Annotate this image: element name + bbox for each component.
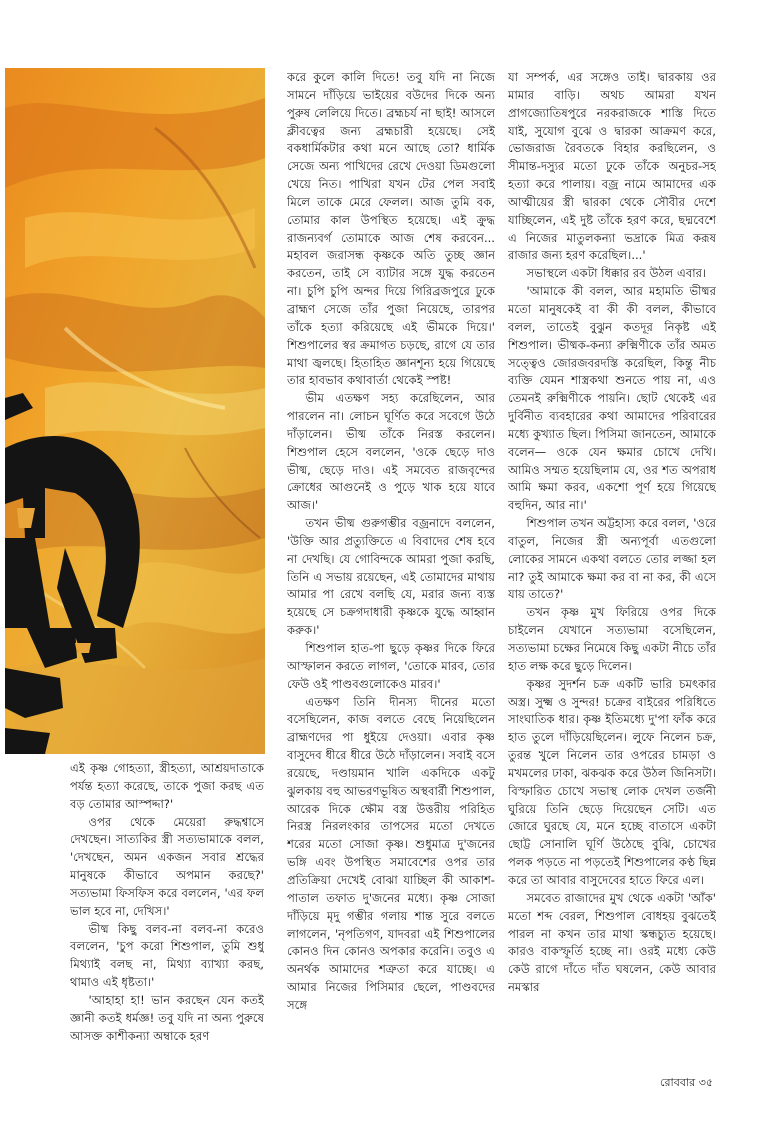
paragraph: ওপর থেকে মেয়েরা রুদ্ধশ্বাসে দেখছেন। সাত্যকির স্ত্রী সত্যভামাকে বলল, 'দেখছেন, অমন একজন সবার শ্রদ্ধের মানুষকে কীভাবে অপমান করছে?' সত্যভামা ফিসফিস করে বললেন, 'এর ফল ভাল হবে না, দেখিস।' [70, 814, 264, 918]
text-column-1 [70, 760, 264, 1060]
paragraph: এতক্ষণ তিনি দীনস্য দীনের মতো বসেছিলেন, কাজ বলতে বেছে নিয়েছিলেন ব্রাহ্মণদের পা ধুইয়ে দেওয়া। এবার কৃষ্ণ বাসুদেব ধীরে ধীরে উঠে দাঁড়ালেন। সবাই বসে রয়েছে, দণ্ডায়মান খালি একদিকে একটু ঝুলকায় বহু আভরণভূষিত অস্থবার্রী শিশুপাল, আরেক দিকে ক্ষৌম বস্ত্র উত্তরীয় পরিহিত নিরস্ত্র নিরলংকার তাপসের মতো দেখতে শরের মতো সোজা কৃষ্ণ। শুধুমাত্র দু'জনের ভঙ্গি এবং উপস্থিত সমাবেশের ওপর তার প্রতিক্রিয়া দেখেই বোঝা যাচ্ছিল কী আকাশ-পাতাল তফাত দু'জনের মধ্যে। কৃষ্ণ সোজা দাঁড়িয়ে মৃদু গম্ভীর গলায় শান্ত সুরে বলতে লাগলেন, 'নৃপতিগণ, যাদবরা এই শিশুপালের কোনও দিন কোনও অপকার করেনি। তবুও এ অনর্থক আমাদের শত্রুতা করে যাচ্ছে। এ আমার নিজের পিসিমার ছেলে, পাণ্ডবদের সঙ্গে [287, 694, 495, 1012]
paragraph: এই কৃষ্ণ গোহত্যা, স্ত্রীহত্যা, আশ্রয়দাতাকে পর্যন্ত হত্যা করেছে, তাকে পুজা করছ এত বড় তোমার আস্পদ্দা?' [70, 761, 264, 811]
paragraph: তখন ভীষ্ম গুরুগম্ভীর বজ্রনাদে বললেন, 'উক্তি আর প্রত্যুক্তিতে এ বিবাদের শেষ হবে না দেখছি। যে গোবিন্দকে আমরা পুজা করছি, তিনি এ সভায় রয়েছেন, এই তোমাদের মাথায় আমার পা রেখে বলছি যে, মরার জন্য ব্যস্ত হয়েছে সে চক্রগদাধারী কৃষ্ণকে যুদ্ধে আহ্বান করুক।' [287, 516, 495, 638]
paragraph: শিশুপাল তখন অট্টহাস্য করে বলল, 'ওরে বাতুল, নিজের স্ত্রী অন্যপূর্বা এতগুলো লোকের সামনে একথা বলতে তোর লজ্জা হল না? তুই আমাকে ক্ষমা কর বা না কর, কী এসে যায় তাতে?' [508, 516, 716, 602]
paragraph: 'আমাকে কী বলল, আর মহামতি ভীষ্মর মতো মানুষকেই বা কী কী বলল, কীভাবে বলল, তাতেই বুঝুন কতদূর নিকৃষ্ট এই শিশুপাল। ভীষ্মক-কন্যা রুক্মিণীকে তাঁর অমত সত্ত্বেও জোরজবরদস্তি করেছিল, কিন্তু নীচ ব্যক্তি যেমন শাস্ত্রকথা শুনতে পায় না, এও তেমনই রুক্মিণীকে পায়নি। ছোট থেকেই এর দুর্বিনীত ব্যবহারের কথা আমাদের পরিবারের মধ্যে কুখ্যাত ছিল। পিসিমা জানতেন, আমাকে বলেন— ওকে যেন ক্ষমার চোখে দেখি। আমিও সম্মত হয়েছিলাম যে, ওর শত অপরাধ আমি ক্ষমা করব, একশো পূর্ণ হয়ে গিয়েছে বহুদিন, আর না।' [508, 284, 716, 513]
paragraph: 'আহাহা হা! ভান করছেন যেন কতই জ্ঞানী কতই ধর্মজ্ঞ! তবু যদি না অন্য পুরুষে আসক্ত কাশীকন্যা অম্বাকে হরণ [70, 992, 264, 1043]
paragraph: সভাস্থলে একটা ধিক্কার রব উঠল এবার। [526, 266, 707, 281]
paragraph: করে কুলে কালি দিতে! তবু যদি না নিজে সামনে দাঁড়িয়ে ভাইয়ের বউদের দিকে অন্য পুরুষ লেলিয়ে দিতে। ব্রহ্মচর্য না ছাই! আসলে ক্লীবত্বের জন্য ব্রহ্মচারী হয়েছে। সেই বকধার্মিকটার কথা মনে আছে তো? ধার্মিক সেজে অন্য পাখিদের রেখে দেওয়া ডিমগুলো খেয়ে নিত। পাখিরা যখন টের পেল সবাই মিলে তাকে মেরে ফেলল। আজ তুমি বক, তোমার কাল উপস্থিত হয়েছে। এই ক্রুদ্ধ রাজন্যবর্গ তোমাকে আজ শেষ করবেন... মহাবল জরাসন্ধ কৃষ্ণকে অতি তুচ্ছ জ্ঞান করতেন, তাই সে ব্যাটার সঙ্গে যুদ্ধ করতেন না। চুপি চুপি অন্দর দিয়ে গিরিব্রজপুরে ঢুকে ব্রাহ্মণ সেজে তাঁর পুজা নিয়েছে, তারপর তাঁকে হত্যা করিয়েছে এই ভীমকে দিয়ে।' শিশুপালের স্বর ক্রমাগত চড়ছে, রাগে যে তার মাথা জ্বলছে। হিতাহিত জ্ঞানশূন্য হয়ে গিয়েছে তার হাবভাব কথাবার্তা থেকেই স্পষ্ট! [287, 70, 495, 388]
paragraph: যা সম্পর্ক, এর সঙ্গেও তাই। দ্বারকায় ওর মামার বাড়ি। অথচ আমরা যখন প্রাগজ্যোতিষপুরে নরকরাজকে শাস্তি দিতে যাই, সুযোগ বুঝে ও দ্বারকা আক্রমণ করে, ভোজরাজ রৈবতকে বিহার করছিলেন, ও সীমান্ত-দস্যুর মতো ঢুকে তাঁকে অনুচর-সহ হত্যা করে পালায়। বজ্র নামে আমাদের এক আত্মীয়ের স্ত্রী দ্বারকা থেকে সৌবীর দেশে যাচ্ছিলেন, এই দুষ্ট তাঁকে হরণ করে, ছদ্মবেশে এ নিজের মাতুলকন্যা ভদ্রাকে মিত্র করূষ রাজার জন্য হরণ করেছিল।...' [508, 70, 716, 263]
paragraph: ভীষ্ম কিছু বলব-না বলব-না করেও বললেন, 'চুপ করো শিশুপাল, তুমি শুধু মিথ্যাই বলছ না, মিথ্যা ব্যাখ্যা করছ, থামাও এই ধৃষ্টতা।' [70, 921, 264, 990]
text-column-2 [287, 69, 495, 1054]
text-column-3 [508, 69, 716, 1054]
paragraph: ভীম এতক্ষণ সহ্য করেছিলেন, আর পারলেন না। লোচন ঘূর্ণিত করে সবেগে উঠে দাঁড়ালেন। ভীষ্ম তাঁকে নিরস্ত করলেন। শিশুপাল হেসে বললেন, 'ওকে ছেড়ে দাও ভীষ্ম, ছেড়ে দাও। এই সমবেত রাজবৃন্দের ক্রোধের আগুনেই ও পুড়ে খাক হয়ে যাবে আজ।' [287, 391, 495, 513]
paragraph: কৃষ্ণর সুদর্শন চক্র একটি ভারি চমৎকার অস্ত্র। সুক্ষ্ম ও সুন্দর! চক্রের বাইরের পরিধিতে সাংঘাতিক ধার। কৃষ্ণ ইতিমধ্যে দু'পা ফাঁক করে হাত তুলে দাঁড়িয়েছিলেন। লুফে নিলেন চক্র, তুরন্ত খুলে নিলেন তার ওপরের চামড়া ও মখমলের ঢাকা, ঝকঝক করে উঠল জিনিসটা। বিস্ফারিত চোখে সভাস্থ লোক দেখল তর্জনী ঘুরিয়ে তিনি ছেড়ে দিয়েছেন সেটি। এত জোরে ঘুরছে যে, মনে হচ্ছে বাতাসে একটা ছোট্ট সোনালি ঘূর্ণি উঠেছে বুঝি, চোখের পলক পড়তে না পড়তেই শিশুপালের কণ্ঠ ছিন্ন করে তা আবার বাসুদেবের হাতে ফিরে এল। [508, 676, 716, 887]
paragraph: শিশুপাল হাত-পা ছুড়ে কৃষ্ণর দিকে ফিরে আস্ফালন করতে লাগল, 'তোকে মারব, তোর ফেউ ওই পাণ্ডবগুলোকেও মারব।' [287, 641, 495, 691]
page-footer: রোববার ৩৫ [660, 1076, 713, 1089]
illustration [5, 68, 265, 754]
paragraph: তখন কৃষ্ণ মুখ ফিরিয়ে ওপর দিকে চাইলেন যেখানে সত্যভামা বসেছিলেন, সত্যভামা চক্ষের নিমেষে কিছু একটা নীচে তাঁর হাত লক্ষ করে ছুড়ে দিলেন। [508, 605, 716, 673]
paragraph: সমবেত রাজাদের মুখ থেকে একটা 'আঁক' মতো শব্দ বেরল, শিশুপাল বোধহয় বুঝতেই পারল না কখন তার মাথা স্কন্ধচ্যুত হয়েছে। কারও বাকস্ফূর্তি হচ্ছে না। ওরই মধ্যে কেউ কেউ রাগে দাঁতে দাঁত ঘষলেন, কেউ আবার নমস্কার [508, 890, 716, 995]
painting-illustration [5, 68, 265, 754]
